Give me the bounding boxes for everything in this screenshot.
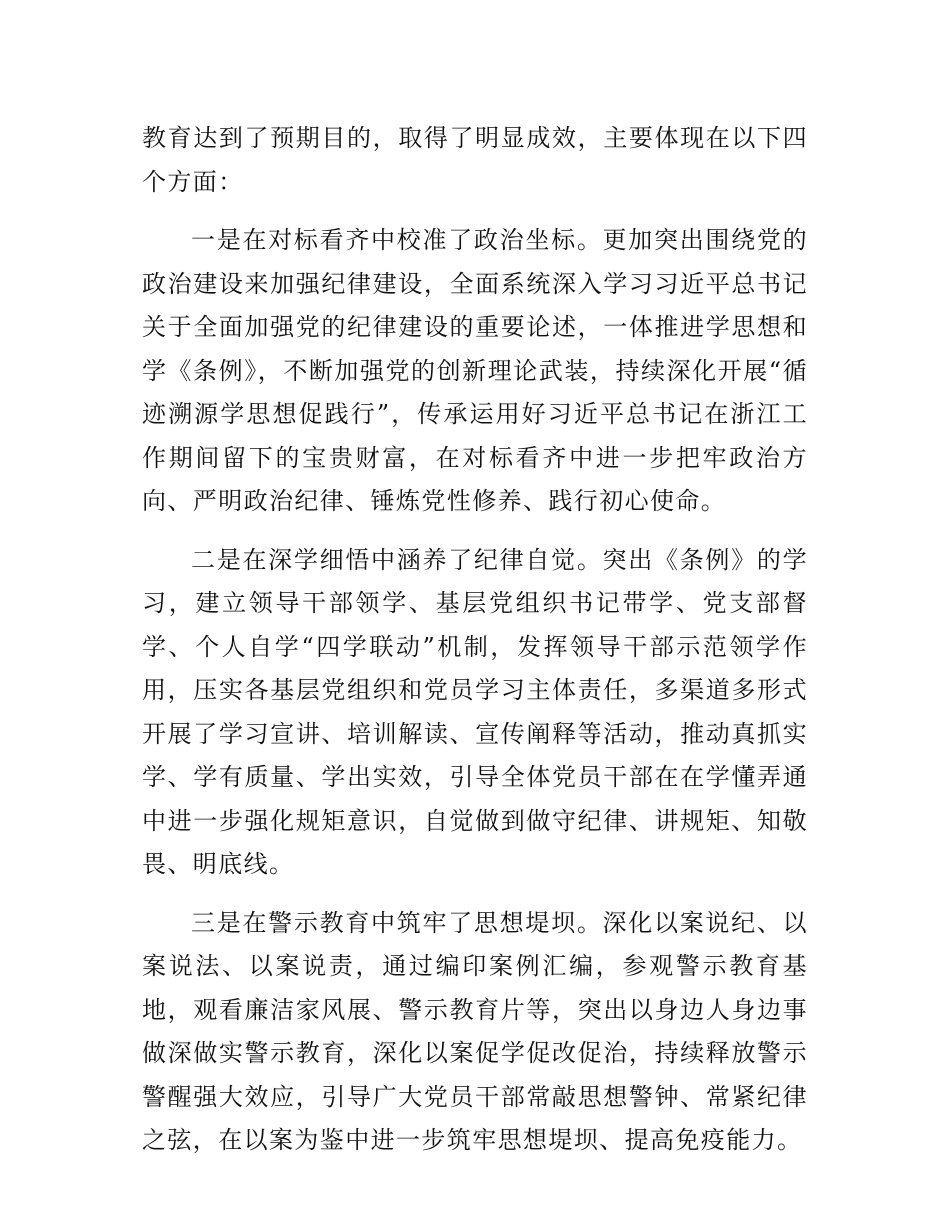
paragraph-point-two: 二是在深学细悟中涵养了纪律自觉。突出《条例》的学习，建立领导干部领学、基层党组织书记带学、党支部督学、个人自学“四学联动”机制，发挥领导干部示范领学作用，压实各基层党组织和党员学习主体责任，多渠道多形式开展了学习宣讲、培训解读、宣传阐释等活动，推动真抓实学、学有质量、学出实效，引导全体党员干部在在学懂弄通中进一步强化规矩意识，自觉做到做守纪律、讲规矩、知敬畏、明底线。 <box>142 545 808 878</box>
paragraph-intro-continuation: 教育达到了预期目的，取得了明显成效，主要体现在以下四个方面： <box>142 124 808 196</box>
paragraph-point-one: 一是在对标看齐中校准了政治坐标。更加突出围绕党的政治建设来加强纪律建设，全面系统深入学习习近平总书记关于全面加强党的纪律建设的重要论述，一体推进学思想和学《条例》，不断加强党的创新理论武装，持续深化开展“循迹溯源学思想促践行”，传承运用好习近平总书记在浙江工作期间留下的宝贵财富，在对标看齐中进一步把牢政治方向、严明政治纪律、锤炼党性修养、践行初心使命。 <box>142 226 808 515</box>
paragraph-point-three: 三是在警示教育中筑牢了思想堤坝。深化以案说纪、以案说法、以案说责，通过编印案例汇编，参观警示教育基地，观看廉洁家风展、警示教育片等，突出以身边人身边事做深做实警示教育，深化以案促学促改促治，持续释放警示警醒强大效应，引导广大党员干部常敲思想警钟、常紧纪律之弦，在以案为鉴中进一步筑牢思想堤坝、提高免疫能力。 <box>142 908 808 1154</box>
document-body <box>142 117 808 1163</box>
